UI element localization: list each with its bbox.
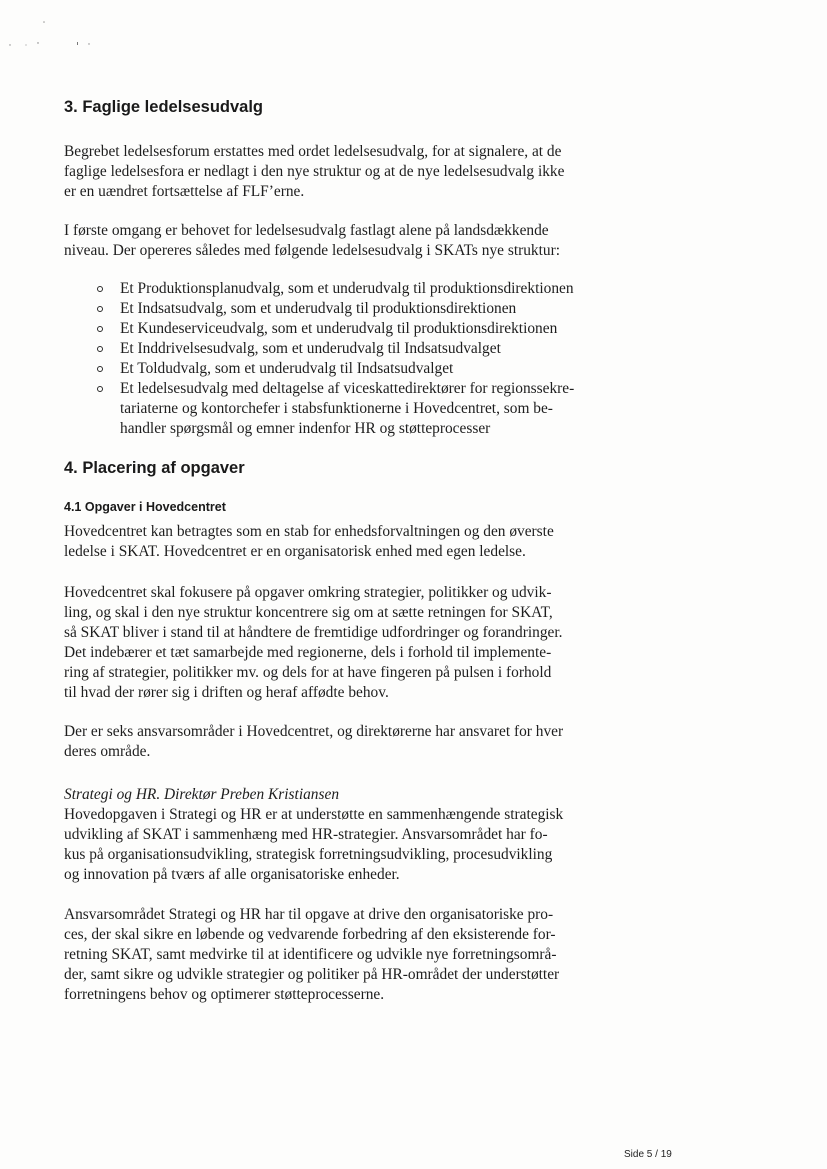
text-line: Et ledelsesudvalg med deltagelse af viceskattedirektører for regionssekre- (120, 380, 575, 397)
text-line: ces, der skal sikre en løbende og vedvarende forbedring af den eksisterende for- (64, 926, 556, 943)
section-4-1-subheading: 4.1 Opgaver i Hovedcentret (64, 500, 226, 514)
text-line: niveau. Der opereres således med følgende ledelsesudvalg i SKATs nye struktur: (64, 242, 560, 259)
bullet-icon (97, 326, 103, 332)
strategi-hr-section (64, 785, 624, 885)
text-line: forretningens behov og optimerer støtteprocesserne. (64, 986, 385, 1003)
text-line: så SKAT bliver i stand til at håndtere de fremtidige udfordringer og forandringer. (64, 624, 563, 641)
strategi-hr-title: Strategi og HR. Direktør Preben Kristiansen (64, 786, 340, 803)
text-line: Et Kundeserviceudvalg, som et underudvalg til produktionsdirektionen (120, 320, 558, 337)
text-line: Ansvarsområdet Strategi og HR har til opgave at drive den organisatoriske pro- (64, 906, 554, 923)
text-line: Et Inddrivelsesudvalg, som et underudvalg til Indsatsudvalget (120, 340, 501, 357)
ledelsesudvalg-list (64, 279, 644, 439)
section-3-paragraph-1 (64, 142, 624, 202)
section-4-paragraph-3 (64, 722, 624, 762)
text-line: ledelse i SKAT. Hovedcentret er en organisatorisk enhed med egen ledelse. (64, 543, 526, 560)
text-line: Hovedcentret kan betragtes som en stab for enhedsforvaltningen og den øverste (64, 523, 554, 540)
section-4-heading: 4. Placering af opgaver (64, 459, 245, 477)
bullet-icon (97, 306, 103, 312)
list-item (64, 319, 644, 339)
text-line: Der er seks ansvarsområder i Hovedcentret, og direktørerne har ansvaret for hver (64, 723, 564, 740)
page-number: Side 5 / 19 (624, 1149, 672, 1160)
text-line: kus på organisationsudvikling, strategisk forretningsudvikling, procesudvikling (64, 846, 553, 863)
text-line: deres område. (64, 743, 151, 760)
text-line: er en uændret fortsættelse af FLF’erne. (64, 183, 305, 200)
list-item (64, 379, 644, 439)
text-line: Hovedcentret skal fokusere på opgaver omkring strategier, politikker og udvik- (64, 584, 552, 601)
list-item (64, 359, 644, 379)
scan-specks (0, 0, 120, 60)
text-line: der, samt sikre og udvikle strategier og politiker på HR-området der understøtter (64, 966, 560, 983)
section-3-heading: 3. Faglige ledelsesudvalg (64, 98, 263, 116)
text-line: til hvad der rører sig i driften og heraf affødte behov. (64, 684, 389, 701)
list-item (64, 339, 644, 359)
text-line: og innovation på tværs af alle organisatoriske enheder. (64, 866, 400, 883)
text-line: Et Toldudvalg, som et underudvalg til Indsatsudvalget (120, 360, 454, 377)
text-line: handler spørgsmål og emner indenfor HR og støtteprocesser (120, 420, 491, 437)
section-4-paragraph-5 (64, 905, 624, 1005)
section-4-paragraph-1 (64, 522, 624, 562)
text-line: Et Produktionsplanudvalg, som et underudvalg til produktionsdirektionen (120, 280, 574, 297)
text-line: retning SKAT, samt medvirke til at identificere og udvikle nye forretningsområ- (64, 946, 557, 963)
text-line: tariaterne og kontorchefer i stabsfunktionerne i Hovedcentret, som be- (120, 400, 553, 417)
text-line: Begrebet ledelsesforum erstattes med ordet ledelsesudvalg, for at signalere, at de (64, 143, 562, 160)
text-line: ring af strategier, politikker mv. og dels for at have fingeren på pulsen i forhold (64, 664, 552, 681)
text-line: faglige ledelsesfora er nedlagt i den nye struktur og at de nye ledelsesudvalg ikke (64, 163, 565, 180)
bullet-icon (97, 286, 103, 292)
text-line: udvikling af SKAT i sammenhæng med HR-strategier. Ansvarsområdet har fo- (64, 826, 548, 843)
text-line: Et Indsatsudvalg, som et underudvalg til produktionsdirektionen (120, 300, 517, 317)
section-4-paragraph-2 (64, 583, 624, 703)
list-item (64, 279, 644, 299)
text-line: ling, og skal i den nye struktur koncentrere sig om at sætte retningen for SKAT, (64, 604, 553, 621)
text-line: Hovedopgaven i Strategi og HR er at understøtte en sammenhængende strategisk (64, 806, 564, 823)
text-line: Det indebærer et tæt samarbejde med regionerne, dels i forhold til implemente- (64, 644, 552, 661)
bullet-icon (97, 346, 103, 352)
list-item (64, 299, 644, 319)
section-3-paragraph-2 (64, 221, 624, 261)
text-line: I første omgang er behovet for ledelsesudvalg fastlagt alene på landsdækkende (64, 222, 549, 239)
bullet-icon (97, 386, 103, 392)
bullet-icon (97, 366, 103, 372)
